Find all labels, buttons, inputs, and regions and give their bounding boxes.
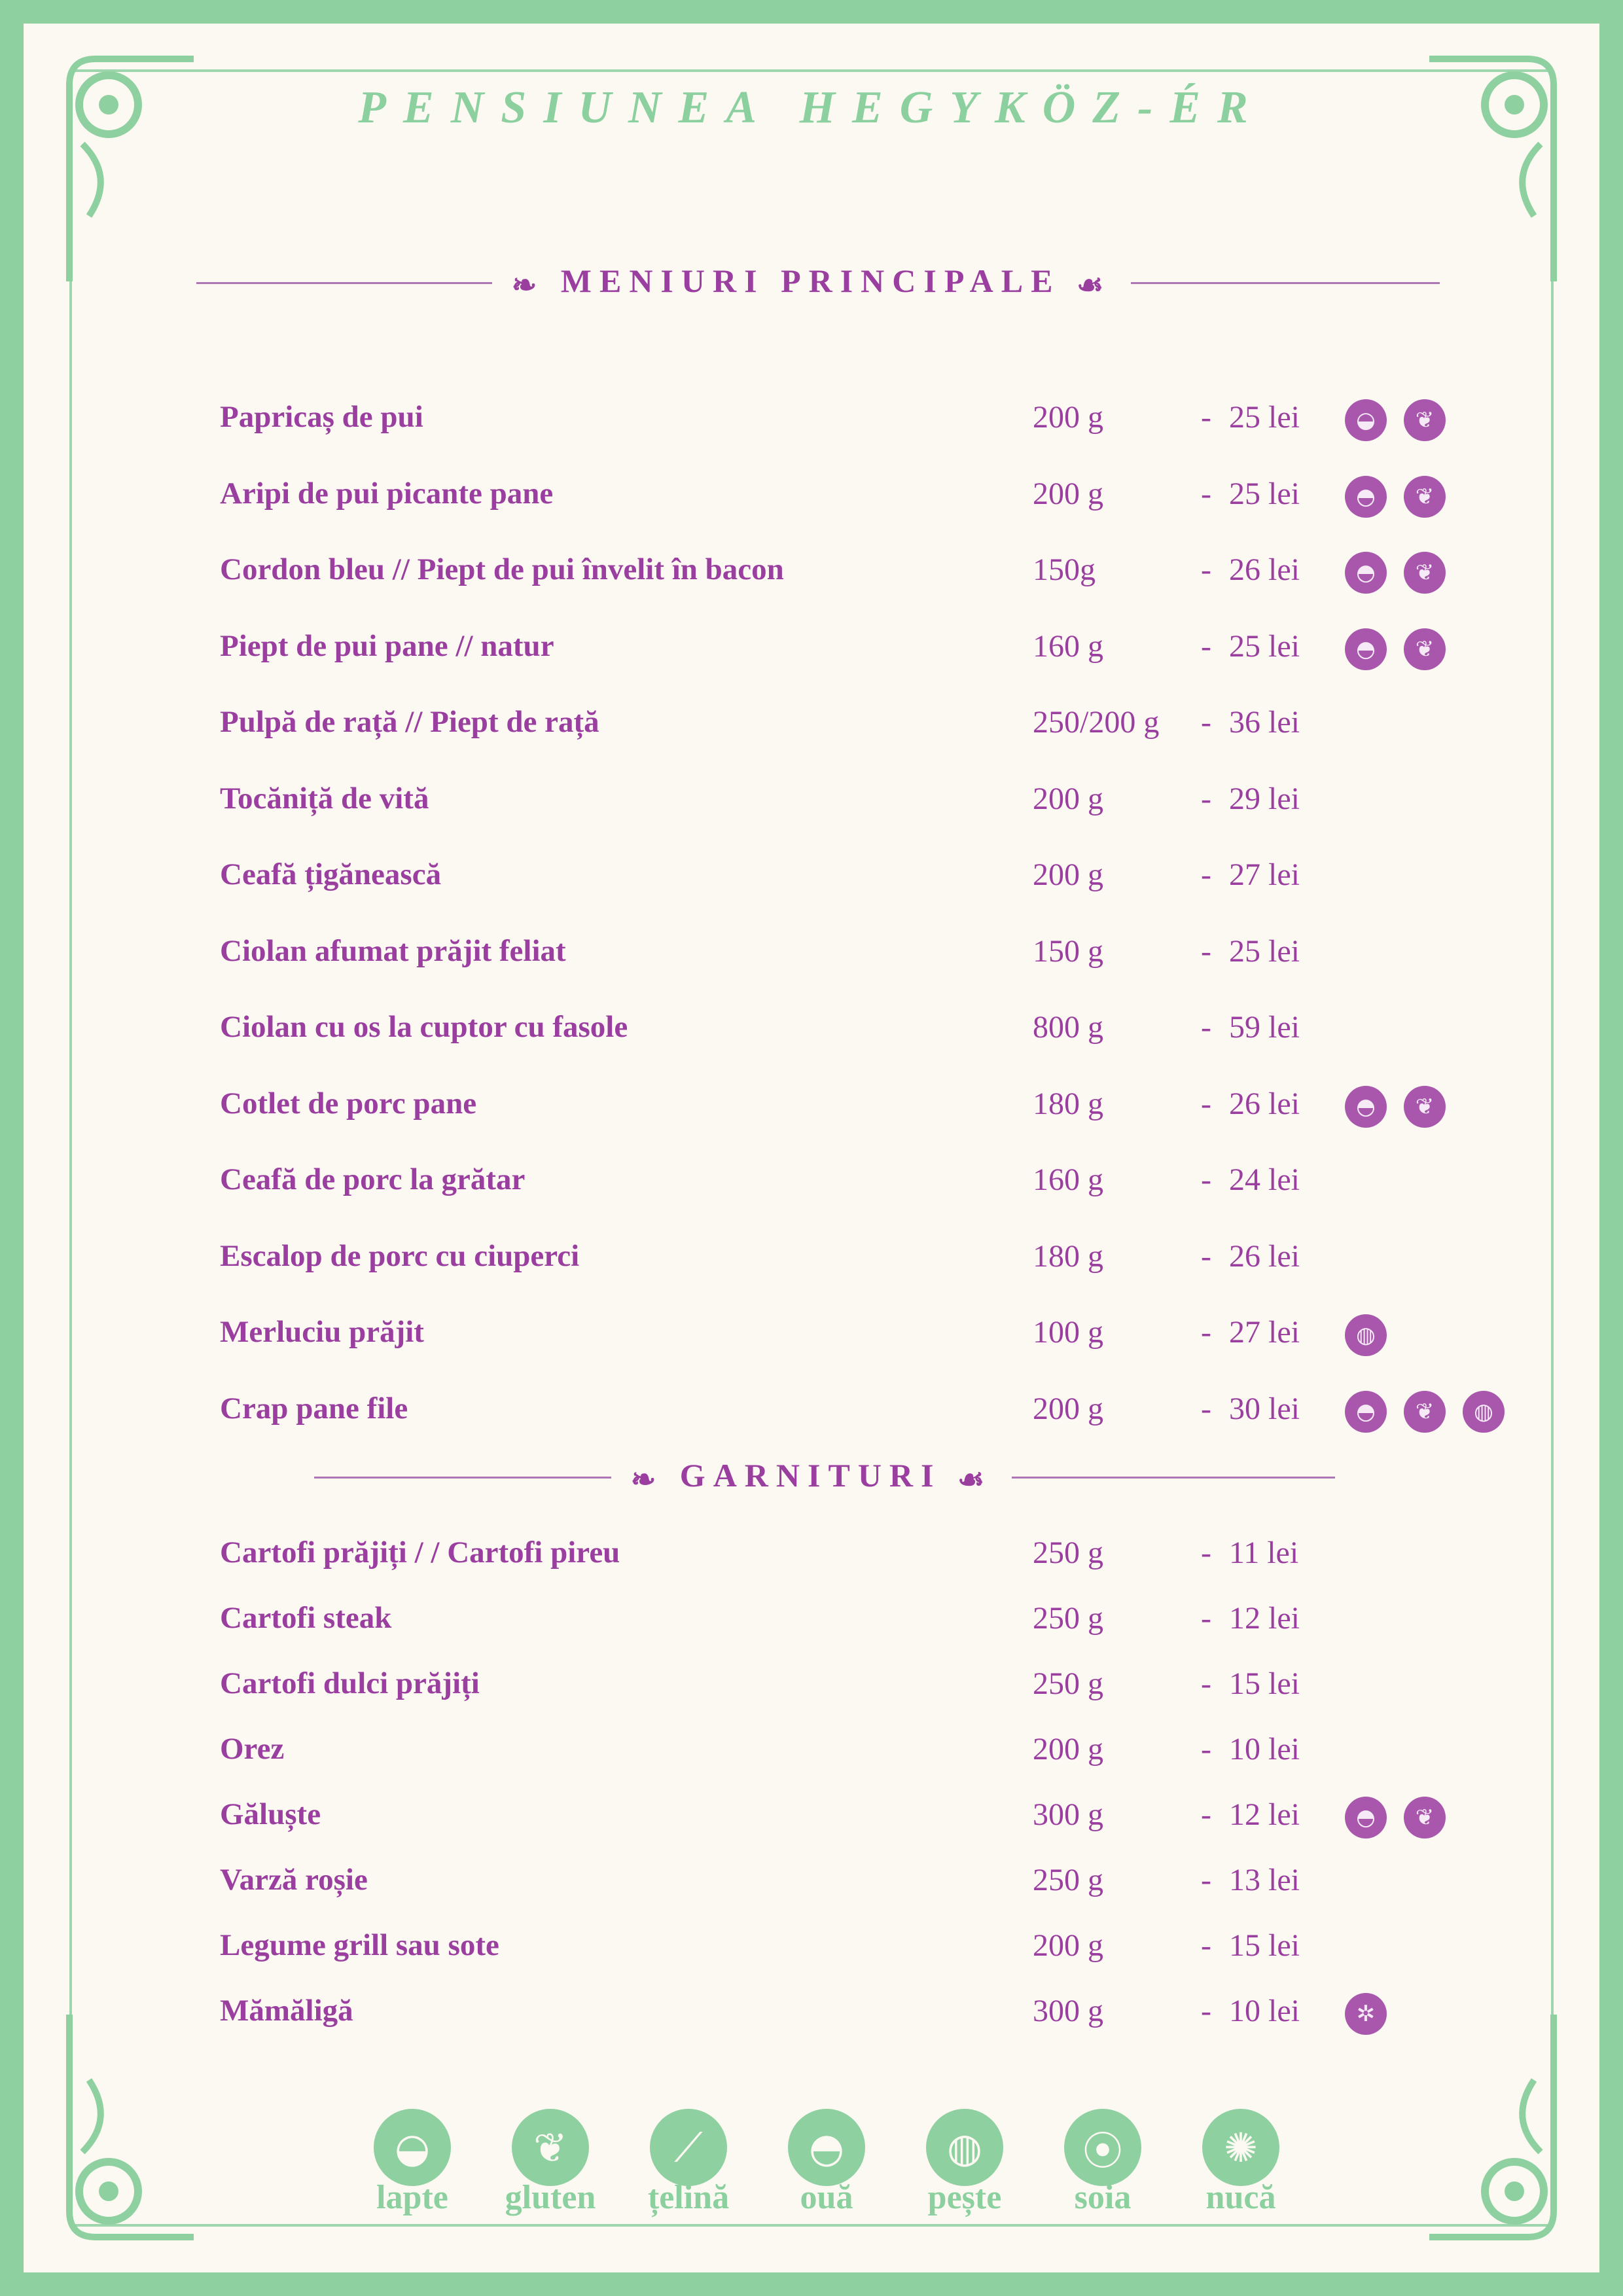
item-name: Tocăniță de vită bbox=[220, 781, 429, 816]
price-dash: - bbox=[1201, 1797, 1211, 1832]
allergen-icons bbox=[1345, 1797, 1446, 1839]
item-name: Ciolan afumat prăjit feliat bbox=[220, 933, 566, 968]
allergen-icons bbox=[1345, 628, 1446, 670]
section-heading-sides bbox=[0, 1456, 1623, 1497]
item-weight: 300 g bbox=[1033, 1994, 1103, 2028]
item-name: Cordon bleu // Piept de pui învelit în bacon bbox=[220, 552, 784, 586]
section-heading-label bbox=[492, 262, 1132, 302]
item-weight: 150 g bbox=[1033, 933, 1103, 969]
item-name: Cotlet de porc pane bbox=[220, 1086, 477, 1121]
price-dash: - bbox=[1201, 1162, 1211, 1197]
page-title: PENSIUNEA HEGYKÖZ-ÉR bbox=[358, 82, 1265, 133]
item-price: 11 lei bbox=[1229, 1535, 1299, 1570]
legend-label: gluten bbox=[505, 2179, 596, 2216]
allergen-icons bbox=[1345, 399, 1446, 441]
price-dash: - bbox=[1201, 1391, 1211, 1426]
menu-item bbox=[0, 1666, 1623, 1712]
item-price: 27 lei bbox=[1229, 1315, 1300, 1350]
item-weight: 180 g bbox=[1033, 1238, 1103, 1274]
allergen-icons bbox=[1345, 552, 1446, 594]
item-price: 10 lei bbox=[1229, 1732, 1300, 1767]
legend-label: nucă bbox=[1205, 2179, 1276, 2216]
item-name: Papricaș de pui bbox=[220, 400, 423, 434]
oua-icon: ◓ bbox=[1345, 1797, 1387, 1839]
item-weight: 800 g bbox=[1033, 1010, 1103, 1045]
item-weight: 250 g bbox=[1033, 1535, 1103, 1570]
price-dash: - bbox=[1201, 781, 1211, 816]
porumb-icon: ✲ bbox=[1345, 1993, 1387, 2035]
item-weight: 100 g bbox=[1033, 1315, 1103, 1350]
menu-item bbox=[0, 704, 1623, 750]
price-dash: - bbox=[1201, 933, 1211, 969]
item-price: 26 lei bbox=[1229, 552, 1300, 587]
item-weight: 250/200 g bbox=[1033, 705, 1160, 740]
oua-icon: ◓ bbox=[1345, 552, 1387, 594]
gluten-icon: ❦ bbox=[1404, 1391, 1446, 1433]
lapte-icon: ◒ bbox=[1345, 399, 1387, 441]
menu-item bbox=[0, 1086, 1623, 1132]
gluten-icon: ❦ bbox=[1404, 1797, 1446, 1839]
oua-icon: ◓ bbox=[1345, 476, 1387, 518]
heading-text: GARNITURI bbox=[679, 1457, 942, 1494]
item-weight: 180 g bbox=[1033, 1086, 1103, 1121]
menu-item bbox=[0, 1797, 1623, 1842]
menu-item bbox=[0, 1391, 1623, 1437]
price-dash: - bbox=[1201, 628, 1211, 664]
item-price: 25 lei bbox=[1229, 933, 1300, 969]
gluten-icon: ❦ bbox=[1404, 552, 1446, 594]
item-weight: 250 g bbox=[1033, 1601, 1103, 1636]
item-price: 36 lei bbox=[1229, 705, 1300, 740]
item-price: 26 lei bbox=[1229, 1238, 1300, 1274]
menu-item bbox=[0, 933, 1623, 979]
item-name: Ceafă țigănească bbox=[220, 857, 442, 891]
item-name: Pulpă de rață // Piept de rață bbox=[220, 705, 599, 739]
gluten-icon: ❦ bbox=[1404, 399, 1446, 441]
item-name: Ceafă de porc la grătar bbox=[220, 1162, 526, 1196]
price-dash: - bbox=[1201, 400, 1211, 435]
legend-label: țelină bbox=[647, 2179, 730, 2216]
item-name: Varză roșie bbox=[220, 1863, 368, 1897]
item-weight: 200 g bbox=[1033, 1391, 1103, 1426]
item-weight: 200 g bbox=[1033, 857, 1103, 892]
section-heading-label bbox=[611, 1456, 1012, 1497]
item-weight: 200 g bbox=[1033, 400, 1103, 435]
price-dash: - bbox=[1201, 1086, 1211, 1121]
menu-item bbox=[0, 1731, 1623, 1777]
legend-label: ouă bbox=[800, 2179, 853, 2216]
swirl-icon: ☙ bbox=[957, 1462, 993, 1496]
oua-icon: ◓ bbox=[1345, 1391, 1387, 1433]
menu-item bbox=[0, 399, 1623, 445]
price-dash: - bbox=[1201, 552, 1211, 587]
heading-text: MENIURI PRINCIPALE bbox=[560, 262, 1061, 299]
price-dash: - bbox=[1201, 1010, 1211, 1045]
price-dash: - bbox=[1201, 1732, 1211, 1767]
corner-ornament-bottom-right bbox=[1423, 2001, 1567, 2250]
item-name: Cartofi dulci prăjiți bbox=[220, 1666, 480, 1700]
price-dash: - bbox=[1201, 1994, 1211, 2028]
item-name: Mămăligă bbox=[220, 1994, 353, 2028]
menu-item bbox=[0, 1600, 1623, 1646]
item-price: 29 lei bbox=[1229, 781, 1300, 816]
menu-item bbox=[0, 1535, 1623, 1581]
item-name: Cartofi prăjiți / / Cartofi pireu bbox=[220, 1535, 620, 1570]
item-name: Cartofi steak bbox=[220, 1601, 392, 1635]
item-price: 25 lei bbox=[1229, 628, 1300, 664]
legend-item bbox=[1054, 2109, 1152, 2217]
item-weight: 200 g bbox=[1033, 476, 1103, 511]
allergen-icons bbox=[1345, 1314, 1387, 1356]
item-price: 10 lei bbox=[1229, 1994, 1300, 2028]
menu-item bbox=[0, 628, 1623, 674]
lapte-icon: ◒ bbox=[374, 2109, 451, 2186]
price-dash: - bbox=[1201, 1315, 1211, 1350]
item-name: Ciolan cu os la cuptor cu fasole bbox=[220, 1010, 628, 1044]
item-price: 24 lei bbox=[1229, 1162, 1300, 1197]
item-price: 13 lei bbox=[1229, 1863, 1300, 1897]
item-name: Orez bbox=[220, 1732, 285, 1766]
item-name: Aripi de pui picante pane bbox=[220, 476, 554, 511]
corner-ornament-bottom-left bbox=[56, 2001, 200, 2250]
menu-item bbox=[0, 1009, 1623, 1055]
item-name: Legume grill sau sote bbox=[220, 1928, 499, 1962]
item-price: 30 lei bbox=[1229, 1391, 1300, 1426]
menu-item bbox=[0, 1993, 1623, 2039]
gluten-icon: ❦ bbox=[512, 2109, 589, 2186]
item-price: 15 lei bbox=[1229, 1666, 1300, 1701]
item-weight: 160 g bbox=[1033, 1162, 1103, 1197]
item-weight: 250 g bbox=[1033, 1666, 1103, 1701]
nuca-icon: ✺ bbox=[1202, 2109, 1279, 2186]
allergen-icons bbox=[1345, 1391, 1505, 1433]
menu-item bbox=[0, 552, 1623, 598]
item-price: 15 lei bbox=[1229, 1928, 1300, 1963]
price-dash: - bbox=[1201, 857, 1211, 892]
item-name: Piept de pui pane // natur bbox=[220, 628, 554, 663]
swirl-icon: ❧ bbox=[630, 1462, 664, 1496]
allergen-icons bbox=[1345, 1993, 1387, 2035]
gluten-icon: ❦ bbox=[1404, 628, 1446, 670]
item-name: Escalop de porc cu ciuperci bbox=[220, 1238, 580, 1273]
item-weight: 250 g bbox=[1033, 1863, 1103, 1897]
item-price: 25 lei bbox=[1229, 476, 1300, 511]
price-dash: - bbox=[1201, 1666, 1211, 1701]
menu-item bbox=[0, 1162, 1623, 1208]
allergen-icons bbox=[1345, 1086, 1446, 1128]
item-price: 12 lei bbox=[1229, 1601, 1300, 1636]
item-price: 26 lei bbox=[1229, 1086, 1300, 1121]
item-name: Merluciu prăjit bbox=[220, 1315, 424, 1349]
item-price: 27 lei bbox=[1229, 857, 1300, 892]
item-weight: 150g bbox=[1033, 552, 1096, 587]
menu-item bbox=[0, 1314, 1623, 1360]
menu-item bbox=[0, 857, 1623, 903]
menu-item bbox=[0, 1928, 1623, 1973]
legend-item bbox=[639, 2109, 738, 2217]
gluten-icon: ❦ bbox=[1404, 476, 1446, 518]
menu-item bbox=[0, 476, 1623, 522]
oua-icon: ◓ bbox=[1345, 628, 1387, 670]
item-weight: 300 g bbox=[1033, 1797, 1103, 1832]
legend-label: soia bbox=[1074, 2179, 1132, 2216]
menu-item bbox=[0, 781, 1623, 827]
item-name: Găluște bbox=[220, 1797, 321, 1831]
peste-icon: ◍ bbox=[926, 2109, 1003, 2186]
legend-label: pește bbox=[927, 2179, 1002, 2216]
item-weight: 200 g bbox=[1033, 1732, 1103, 1767]
price-dash: - bbox=[1201, 705, 1211, 740]
legend-item bbox=[777, 2109, 876, 2217]
legend-item bbox=[501, 2109, 599, 2217]
price-dash: - bbox=[1201, 1863, 1211, 1897]
legend-item bbox=[916, 2109, 1014, 2217]
price-dash: - bbox=[1201, 1601, 1211, 1636]
item-weight: 200 g bbox=[1033, 781, 1103, 816]
item-name: Crap pane file bbox=[220, 1391, 408, 1426]
swirl-icon: ☙ bbox=[1077, 268, 1112, 302]
telina-icon: ⟋ bbox=[650, 2109, 727, 2186]
oua-icon: ◓ bbox=[1345, 1086, 1387, 1128]
item-price: 12 lei bbox=[1229, 1797, 1300, 1832]
price-dash: - bbox=[1201, 1928, 1211, 1963]
item-price: 59 lei bbox=[1229, 1010, 1300, 1045]
menu-item bbox=[0, 1238, 1623, 1284]
allergen-icons bbox=[1345, 476, 1446, 518]
price-dash: - bbox=[1201, 476, 1211, 511]
legend-label: lapte bbox=[376, 2179, 448, 2216]
item-price: 25 lei bbox=[1229, 400, 1300, 435]
item-weight: 200 g bbox=[1033, 1928, 1103, 1963]
price-dash: - bbox=[1201, 1238, 1211, 1274]
gluten-icon: ❦ bbox=[1404, 1086, 1446, 1128]
legend-item bbox=[363, 2109, 461, 2217]
price-dash: - bbox=[1201, 1535, 1211, 1570]
soia-icon: ⦿ bbox=[1064, 2109, 1141, 2186]
peste-icon: ◍ bbox=[1463, 1391, 1505, 1433]
swirl-icon: ❧ bbox=[511, 268, 545, 302]
oua-icon: ◓ bbox=[788, 2109, 865, 2186]
peste-icon: ◍ bbox=[1345, 1314, 1387, 1356]
item-weight: 160 g bbox=[1033, 628, 1103, 664]
section-heading-main bbox=[0, 262, 1623, 302]
menu-item bbox=[0, 1862, 1623, 1908]
legend-item bbox=[1192, 2109, 1290, 2217]
